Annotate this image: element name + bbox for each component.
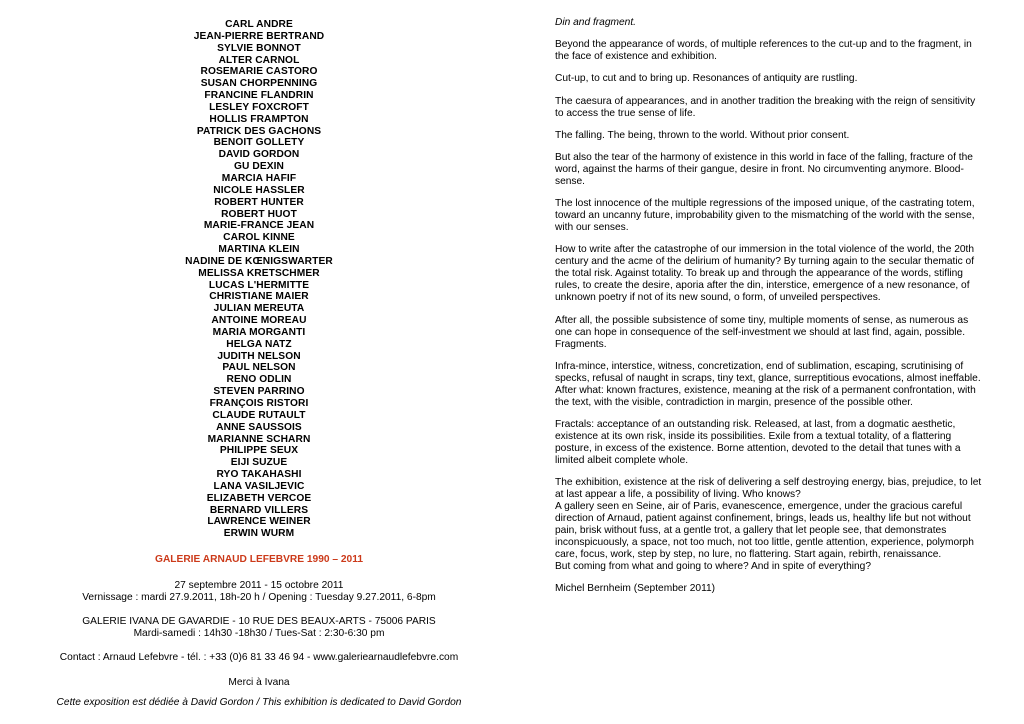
artist-name: RYO TAKAHASHI <box>216 469 302 481</box>
artist-name: SYLVIE BONNOT <box>217 42 301 54</box>
artist-name: ANTOINE MOREAU <box>211 315 307 327</box>
essay-paragraph: Fractals: acceptance of an outstanding risk. Released, at last, from a dogmatic aesthetic, existence at its own risk, inside its possibilities. Exile from a textual totality, of a flattering posture, in excess of the existence. Borne attention, devoted to the detail that tunes with a limited albeit complete whole. <box>555 418 961 466</box>
artist-name: ROBERT HUNTER <box>214 196 304 208</box>
essay-paragraph: The caesura of appearances, and in another tradition the breaking with the reign of sensitivity to access the true sense of life. <box>555 95 976 119</box>
artist-name: BENOIT GOLLETY <box>213 137 305 149</box>
essay-paragraph: Beyond the appearance of words, of multiple references to the cut-up and to the fragment, in the face of existence and exhibition. <box>555 39 972 63</box>
artist-name: HOLLIS FRAMPTON <box>209 113 309 125</box>
artist-name: PHILIPPE SEUX <box>219 445 299 457</box>
artist-name: PAUL NELSON <box>222 362 296 374</box>
artist-name: CAROL KINNE <box>223 232 295 244</box>
artist-name: LANA VASILJEVIC <box>213 480 305 492</box>
essay-column <box>555 17 985 605</box>
artist-name: NICOLE HASSLER <box>213 184 305 196</box>
essay-paragraph: The lost innocence of the multiple regressions of the imposed unique, of the castrating totem, toward an uncanny future, improbability given to the mismatching of the world with the sense, with our senses. <box>555 198 975 234</box>
artist-name: RENO ODLIN <box>226 374 292 386</box>
artist-name: ROSEMARIE CASTORO <box>200 66 318 78</box>
left-column <box>0 19 518 709</box>
artist-name: ANNE SAUSSOIS <box>216 421 302 433</box>
artist-name: FRANCINE FLANDRIN <box>204 90 314 102</box>
essay-paragraph: Cut-up, to cut and to bring up. Resonances of antiquity are rustling. <box>555 73 858 85</box>
exhibition-dates <box>0 580 518 604</box>
essay-heading: Din and fragment. <box>555 17 636 28</box>
artist-name: MARIA MORGANTI <box>212 326 306 338</box>
gallery-title: GALERIE ARNAUD LEFEBVRE 1990 – 2011 <box>155 554 363 566</box>
thanks-line: Merci à Ivana <box>228 677 290 689</box>
artist-name: LAWRENCE WEINER <box>207 516 311 528</box>
artist-name: CHRISTIANE MAIER <box>209 291 309 303</box>
final-line: But coming from what and going to where? And in spite of everything? <box>555 561 872 573</box>
artist-name: MARCIA HAFIF <box>221 172 297 184</box>
artist-name: NADINE DE KŒNIGSWARTER <box>185 255 333 267</box>
essay-paragraph: But also the tear of the harmony of existence in this world in face of the falling, fracture of the word, against the harms of their gangue, desire in front. No circumventing anymore. Blood-sense. <box>555 151 973 187</box>
dates-line: 27 septembre 2011 - 15 octobre 2011 <box>174 580 344 592</box>
artist-name: ALTER CARNOL <box>218 54 300 66</box>
artist-name: MELISSA KRETSCHMER <box>198 267 320 279</box>
artist-name: GU DEXIN <box>233 161 285 173</box>
address-line: GALERIE IVANA DE GAVARDIE - 10 RUE DES BEAUX-ARTS - 75006 PARIS <box>82 616 436 628</box>
artist-name: SUSAN CHORPENNING <box>200 78 318 90</box>
signature: Michel Bernheim (September 2011) <box>555 583 716 595</box>
artist-name: JUDITH NELSON <box>217 350 301 362</box>
hours-line: Mardi-samedi : 14h30 -18h30 / Tues-Sat : 2:30-6:30 pm <box>133 628 385 640</box>
artist-name: ELIZABETH VERCOE <box>206 492 312 504</box>
artist-name: EIJI SUZUE <box>230 457 288 469</box>
artist-name: JULIAN MEREUTA <box>213 303 305 315</box>
artist-name: CLAUDE RUTAULT <box>212 409 306 421</box>
artist-name: STEVEN PARRINO <box>213 386 305 398</box>
essay-paragraphs <box>555 39 985 467</box>
essay-paragraph: The falling. The being, thrown to the world. Without prior consent. <box>555 129 850 141</box>
artist-name: MARTINA KLEIN <box>218 244 300 256</box>
artist-name: BERNARD VILLERS <box>209 504 309 516</box>
dedication-line: Cette exposition est dédiée à David Gordon / This exhibition is dedicated to David Gordon <box>56 697 462 709</box>
artist-name: ROBERT HUOT <box>221 208 297 220</box>
artist-name: MARIE-FRANCE JEAN <box>203 220 315 232</box>
artist-name: JEAN-PIERRE BERTRAND <box>193 30 325 42</box>
artist-name: FRANÇOIS RISTORI <box>209 398 309 409</box>
essay-paragraph: How to write after the catastrophe of our immersion in the total violence of the world, the 20th century and the acme of the delirium of humanity? By turning again to the secular thematic of the total risk. Against totality. To break up and through the appearance of the words, stifling rules, to create the desire, aporia after the din, interstice, emergence of a new resonance, of unknown poetry if not of its new sound, o form, of unveiled perspectives. <box>555 244 975 304</box>
essay-paragraph: After all, the possible subsistence of some tiny, multiple moments of sense, as numerous as one can hope in consequence of the self-investment we should at last find, again, possible. Fragments. <box>555 314 969 350</box>
essay-paragraph: Infra-mince, interstice, witness, concretization, end of sublimation, escaping, scrutinising of specks, refusal of naught in scraps, tiny text, glance, surreptitious evocations, almost ineffable. After what: known fractures, existence, meaning at the risk of a permanent confrontation, with the text, with the visible, contradiction in margin, presence of the possible other. <box>555 360 981 408</box>
artist-name: MARIANNE SCHARN <box>207 433 311 445</box>
artist-list <box>0 19 518 540</box>
artist-name: HELGA NATZ <box>226 338 292 350</box>
final-line: A gallery seen en Seine, air of Paris, evanescence, emergence, under the gracious careful direction of Arnaud, patient against confinement, brings, leads us, healthy life but not without pain, brisk without fuss, at a gentle trot, a gallery that let people see, that demonstrates inconspicuously, a space, not too much, not too little, gentle attention, experience, polymorph care, focus, work, step by step, no lure, no flattering. Start again, rebirth, renaissance. <box>555 501 974 561</box>
artist-name: LESLEY FOXCROFT <box>209 101 309 113</box>
vernissage-line: Vernissage : mardi 27.9.2011, 18h-20 h / Opening : Tuesday 9.27.2011, 6-8pm <box>82 592 436 604</box>
artist-name: DAVID GORDON <box>218 149 300 161</box>
artist-name: ERWIN WURM <box>223 528 295 540</box>
artist-name: CARL ANDRE <box>225 19 293 30</box>
gallery-address <box>0 616 518 640</box>
final-paragraph <box>555 477 985 573</box>
final-line: The exhibition, existence at the risk of delivering a self destroying energy, bias, prejudice, to let at last appear a life, a possibility of living. Who knows? <box>555 477 982 501</box>
contact-line: Contact : Arnaud Lefebvre - tél. : +33 (0)6 81 33 46 94 - www.galeriearnaudlefebvre.com <box>59 652 459 664</box>
artist-name: LUCAS L'HERMITTE <box>208 279 310 291</box>
artist-name: PATRICK DES GACHONS <box>196 125 322 137</box>
